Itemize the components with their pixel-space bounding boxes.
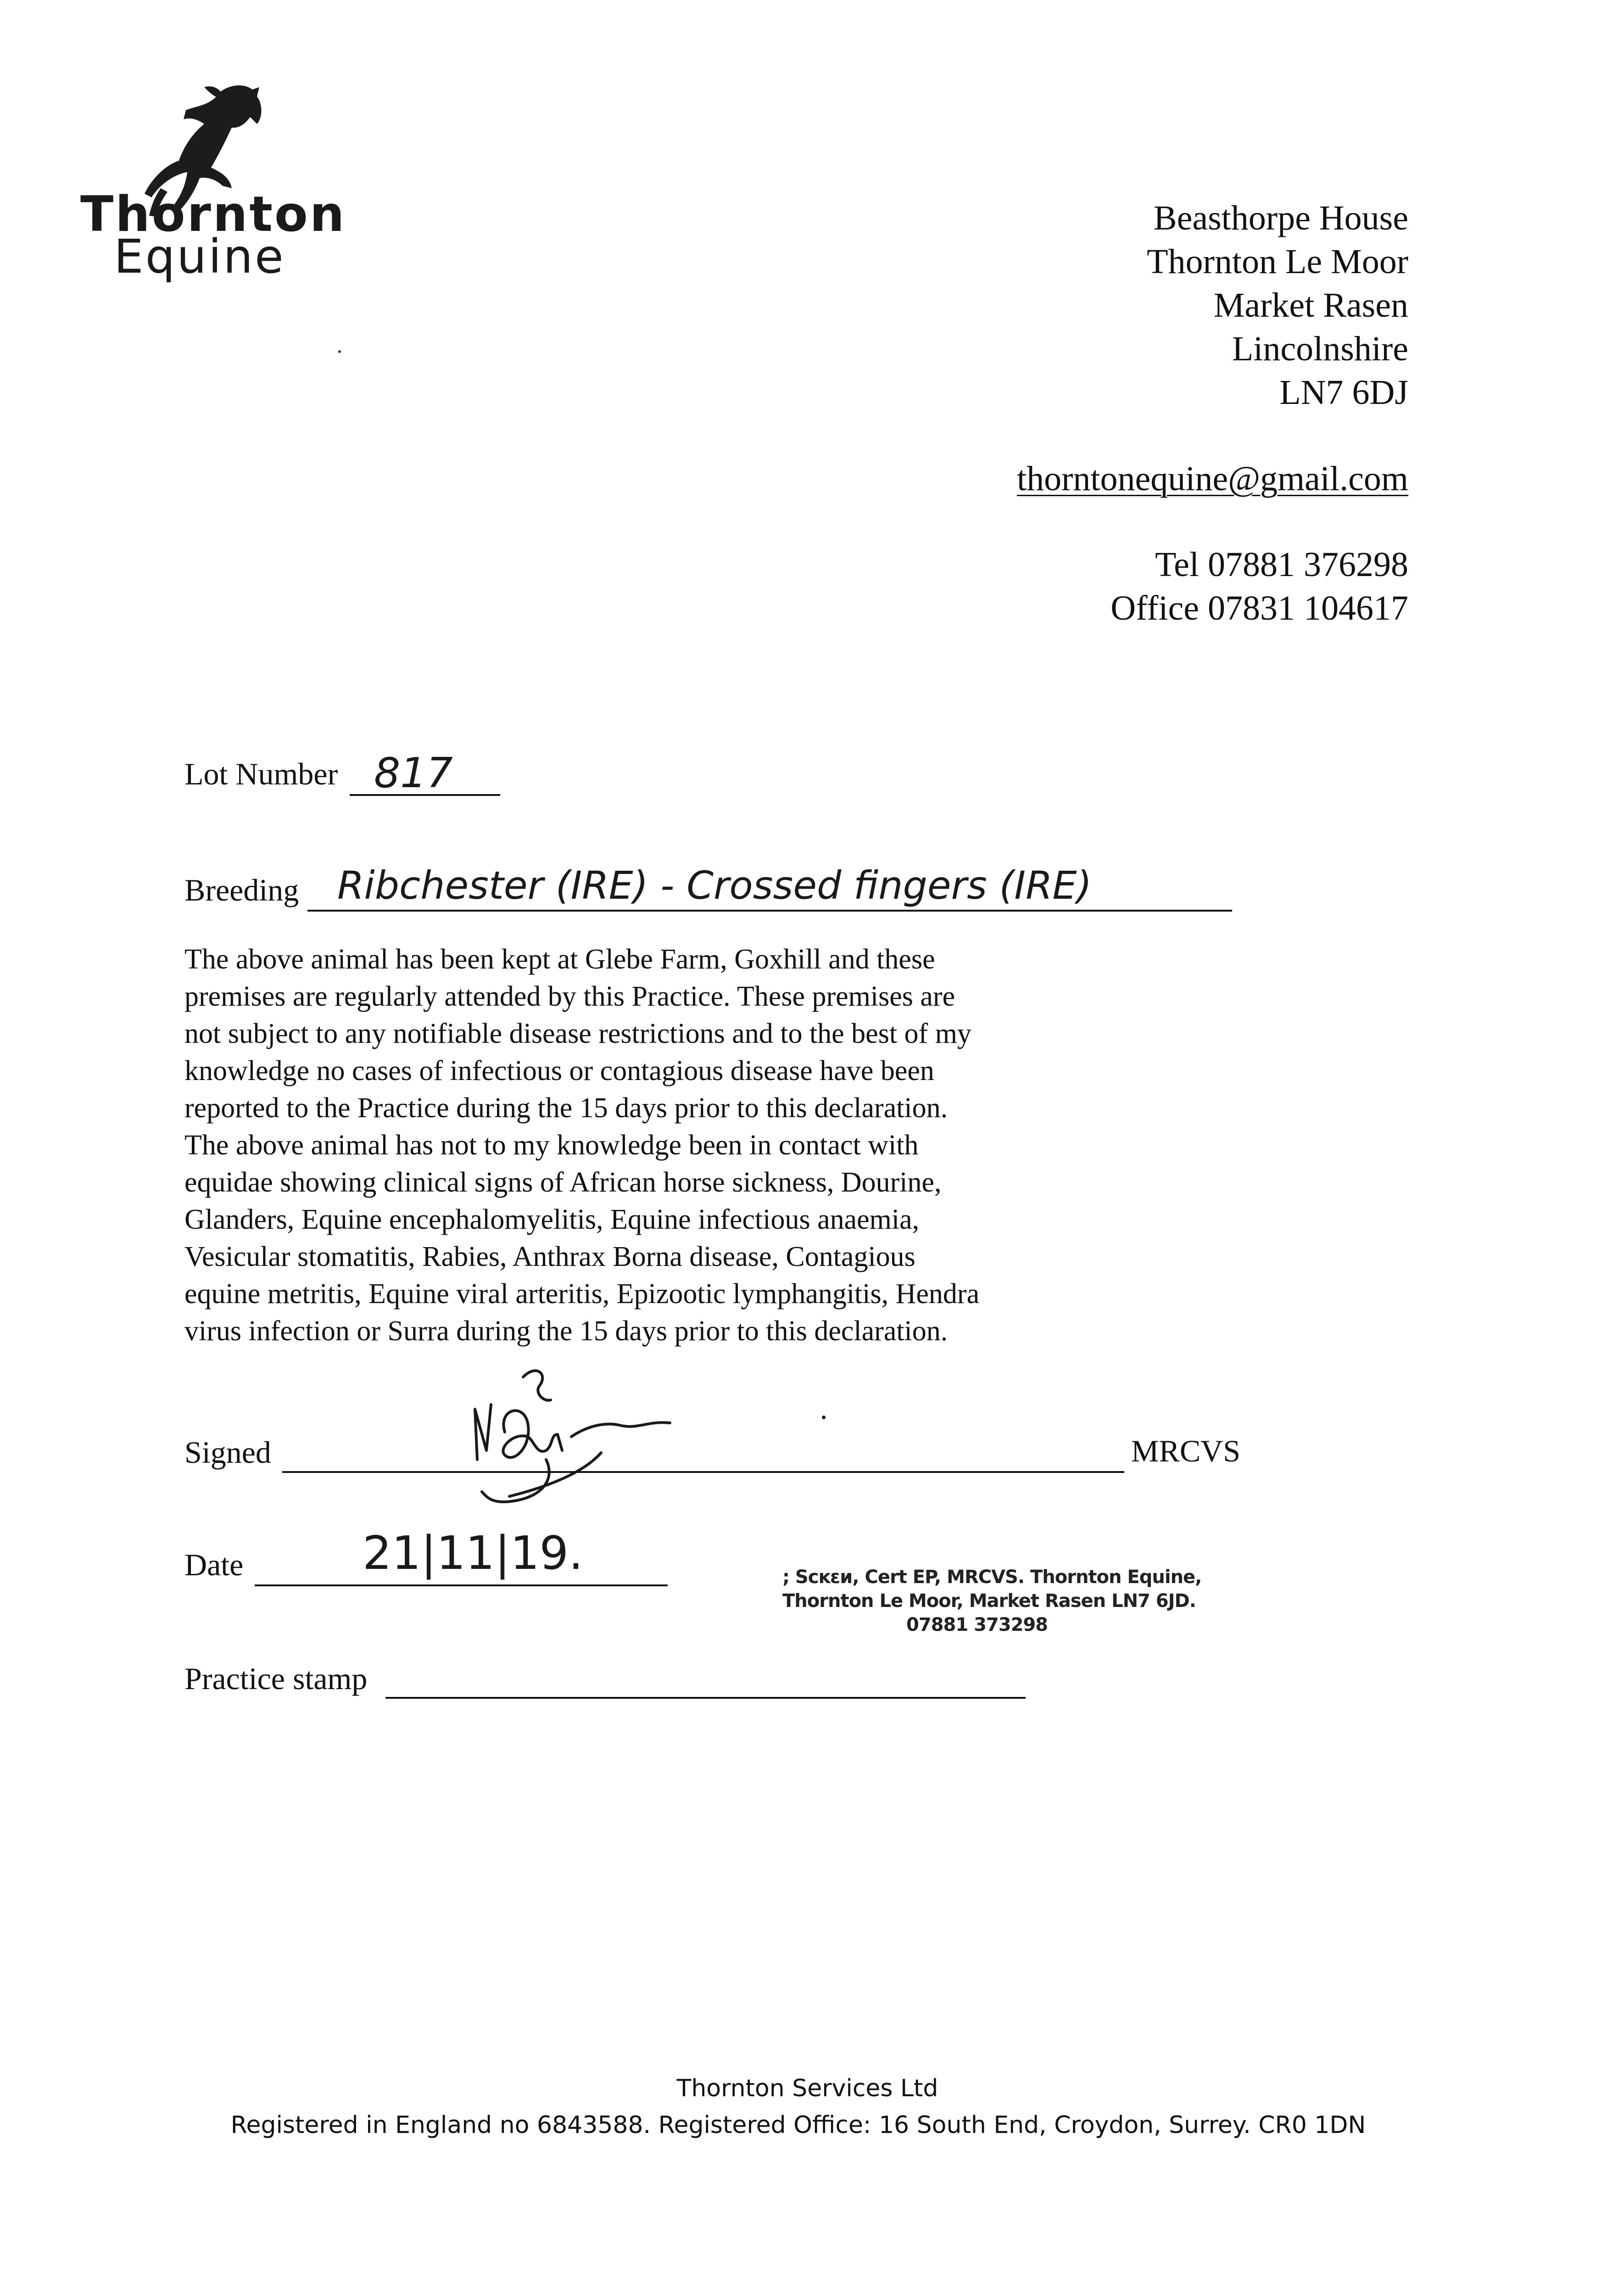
breeding-label: Breeding	[184, 873, 299, 907]
date-value: 21|11|19.	[363, 1526, 583, 1580]
practice-stamp-line	[385, 1697, 1026, 1699]
declaration-line: equine metritis, Equine viral arteritis, Epizootic lymphangitis, Hendra	[184, 1278, 980, 1310]
signed-label: Signed	[184, 1435, 271, 1470]
lot-number-label: Lot Number	[184, 756, 338, 791]
address-line: Market Rasen	[1213, 286, 1408, 325]
stamp-line: Thornton Le Moor, Market Rasen LN7 6JD.	[782, 1590, 1196, 1612]
practice-address	[1147, 196, 1408, 414]
stamp-line: ; Scĸɛи, Cert EP, MRCVS. Thornton Equine,	[782, 1567, 1202, 1588]
declaration-line: virus infection or Surra during the 15 days prior to this declaration.	[184, 1315, 948, 1347]
breeding-value: Ribchester (IRE) - Crossed fingers (IRE)	[337, 863, 1092, 908]
declaration-line: reported to the Practice during the 15 days prior to this declaration.	[184, 1092, 948, 1124]
office-number: Office 07831 104617	[1111, 589, 1408, 627]
address-line: Beasthorpe House	[1153, 199, 1408, 237]
address-line: Lincolnshire	[1232, 330, 1408, 368]
declaration-text	[184, 941, 1125, 1350]
declaration-line: equidae showing clinical signs of African horse sickness, Dourine,	[184, 1167, 942, 1198]
logo-wordmark-secondary: Equine	[114, 230, 285, 284]
address-line: LN7 6DJ	[1279, 373, 1408, 412]
tel-number: Tel 07881 376298	[1155, 545, 1408, 584]
declaration-line: Vesicular stomatitis, Rabies, Anthrax Borna disease, Contagious	[184, 1241, 915, 1272]
stamp-line: 07881 373298	[906, 1614, 1048, 1635]
signature-image	[454, 1359, 844, 1542]
declaration-line: The above animal has been kept at Glebe Farm, Goxhill and these	[184, 944, 935, 975]
declaration-line: not subject to any notifiable disease restrictions and to the best of my	[184, 1018, 971, 1049]
date-line	[255, 1584, 668, 1586]
declaration-line: premises are regularly attended by this Practice. These premises are	[184, 981, 955, 1012]
mrcvs-label: MRCVS	[1131, 1433, 1241, 1468]
practice-stamp-impression	[782, 1565, 1202, 1637]
declaration-line: The above animal has not to my knowledge been in contact with	[184, 1130, 919, 1161]
lot-number-value: 817	[374, 749, 453, 797]
phone-numbers	[1111, 543, 1408, 630]
breeding-line	[307, 910, 1232, 912]
declaration-line: knowledge no cases of infectious or contagious disease have been	[184, 1055, 934, 1086]
scan-speck	[338, 350, 341, 353]
email-link[interactable]: thorntonequine@gmail.com	[1016, 459, 1408, 498]
declaration-line: Glanders, Equine encephalomyelitis, Equine infectious anaemia,	[184, 1204, 920, 1235]
date-label: Date	[184, 1547, 244, 1582]
address-line: Thornton Le Moor	[1147, 242, 1408, 281]
logo-wordmark-primary: Thornton	[80, 186, 346, 242]
footer-company: Thornton Services Ltd	[676, 2075, 938, 2102]
footer-registration: Registered in England no 6843588. Registered Office: 16 South End, Croydon, Surrey. CR0 1DN	[230, 2111, 1366, 2139]
practice-stamp-label: Practice stamp	[184, 1661, 368, 1696]
